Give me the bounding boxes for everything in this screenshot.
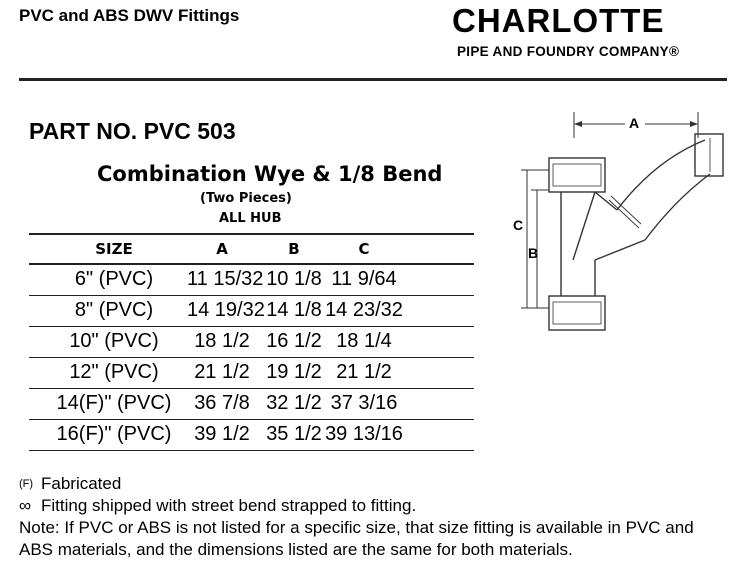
materials-note: Note: If PVC or ABS is not listed for a specific size, that size fitting is available in PVC and ABS materials, and the dimensions listed are the same for both materials. (19, 518, 694, 559)
table-row (29, 420, 474, 451)
cell-a: 18 1/2 (194, 330, 250, 352)
cell-c: 11 9/64 (331, 268, 397, 290)
cell-b: 10 1/8 (266, 268, 322, 290)
diagram-label-b: B (528, 245, 539, 261)
header-c: C (358, 240, 370, 258)
cell-c: 39 13/16 (325, 423, 403, 445)
cell-size: 14(F)" (PVC) (56, 392, 172, 414)
street-bend-note (19, 495, 729, 517)
cell-a: 14 19/32 (187, 299, 265, 321)
header-b: B (288, 240, 300, 258)
diagram-label-c: C (513, 217, 524, 233)
cell-c: 18 1/4 (336, 330, 392, 352)
cell-b: 35 1/2 (266, 423, 322, 445)
table-header (29, 235, 474, 265)
cell-a: 39 1/2 (194, 423, 250, 445)
fitting-title: Combination Wye & 1/8 Bend (97, 162, 443, 186)
page-title: PVC and ABS DWV Fittings (19, 6, 240, 25)
fabricated-text: Fabricated (41, 474, 122, 493)
dimensions-table (29, 233, 474, 451)
cell-b: 14 1/8 (266, 299, 322, 321)
notes (19, 473, 729, 561)
cell-b: 32 1/2 (266, 392, 322, 414)
fitting-pieces: (Two Pieces) (200, 191, 292, 206)
part-number: PART NO. PVC 503 (29, 118, 236, 144)
header-size: SIZE (95, 240, 133, 258)
header-a: A (216, 240, 228, 258)
cell-size: 8" (PVC) (74, 299, 154, 321)
street-bend-text: Fitting shipped with street bend strapped to fitting. (41, 496, 417, 515)
cell-c: 21 1/2 (336, 361, 392, 383)
cell-c: 37 3/16 (330, 392, 398, 414)
fabricated-note (19, 473, 729, 495)
cell-a: 21 1/2 (194, 361, 250, 383)
diagram-label-a: A (629, 115, 640, 131)
cell-size: 12" (PVC) (69, 361, 159, 383)
brand-tagline: PIPE AND FOUNDRY COMPANY® (457, 44, 680, 59)
fabricated-symbol: (F) (19, 478, 34, 490)
fitting-diagram (505, 110, 727, 345)
table-row (29, 296, 474, 327)
cell-size: 10" (PVC) (69, 330, 159, 352)
fitting-hub: ALL HUB (219, 211, 282, 226)
cell-a: 36 7/8 (194, 392, 250, 414)
infinity-symbol: ∞ (19, 496, 32, 515)
brand-logo: CHARLOTTE (452, 2, 665, 39)
table-row (29, 327, 474, 358)
cell-b: 16 1/2 (266, 330, 322, 352)
table-row (29, 358, 474, 389)
cell-b: 19 1/2 (266, 361, 322, 383)
table-row (29, 389, 474, 420)
cell-size: 16(F)" (PVC) (56, 423, 172, 445)
table-row (29, 265, 474, 296)
cell-a: 11 15/32 (187, 268, 264, 290)
header-rule (19, 78, 727, 81)
cell-c: 14 23/32 (325, 299, 403, 321)
cell-size: 6" (PVC) (74, 268, 154, 290)
